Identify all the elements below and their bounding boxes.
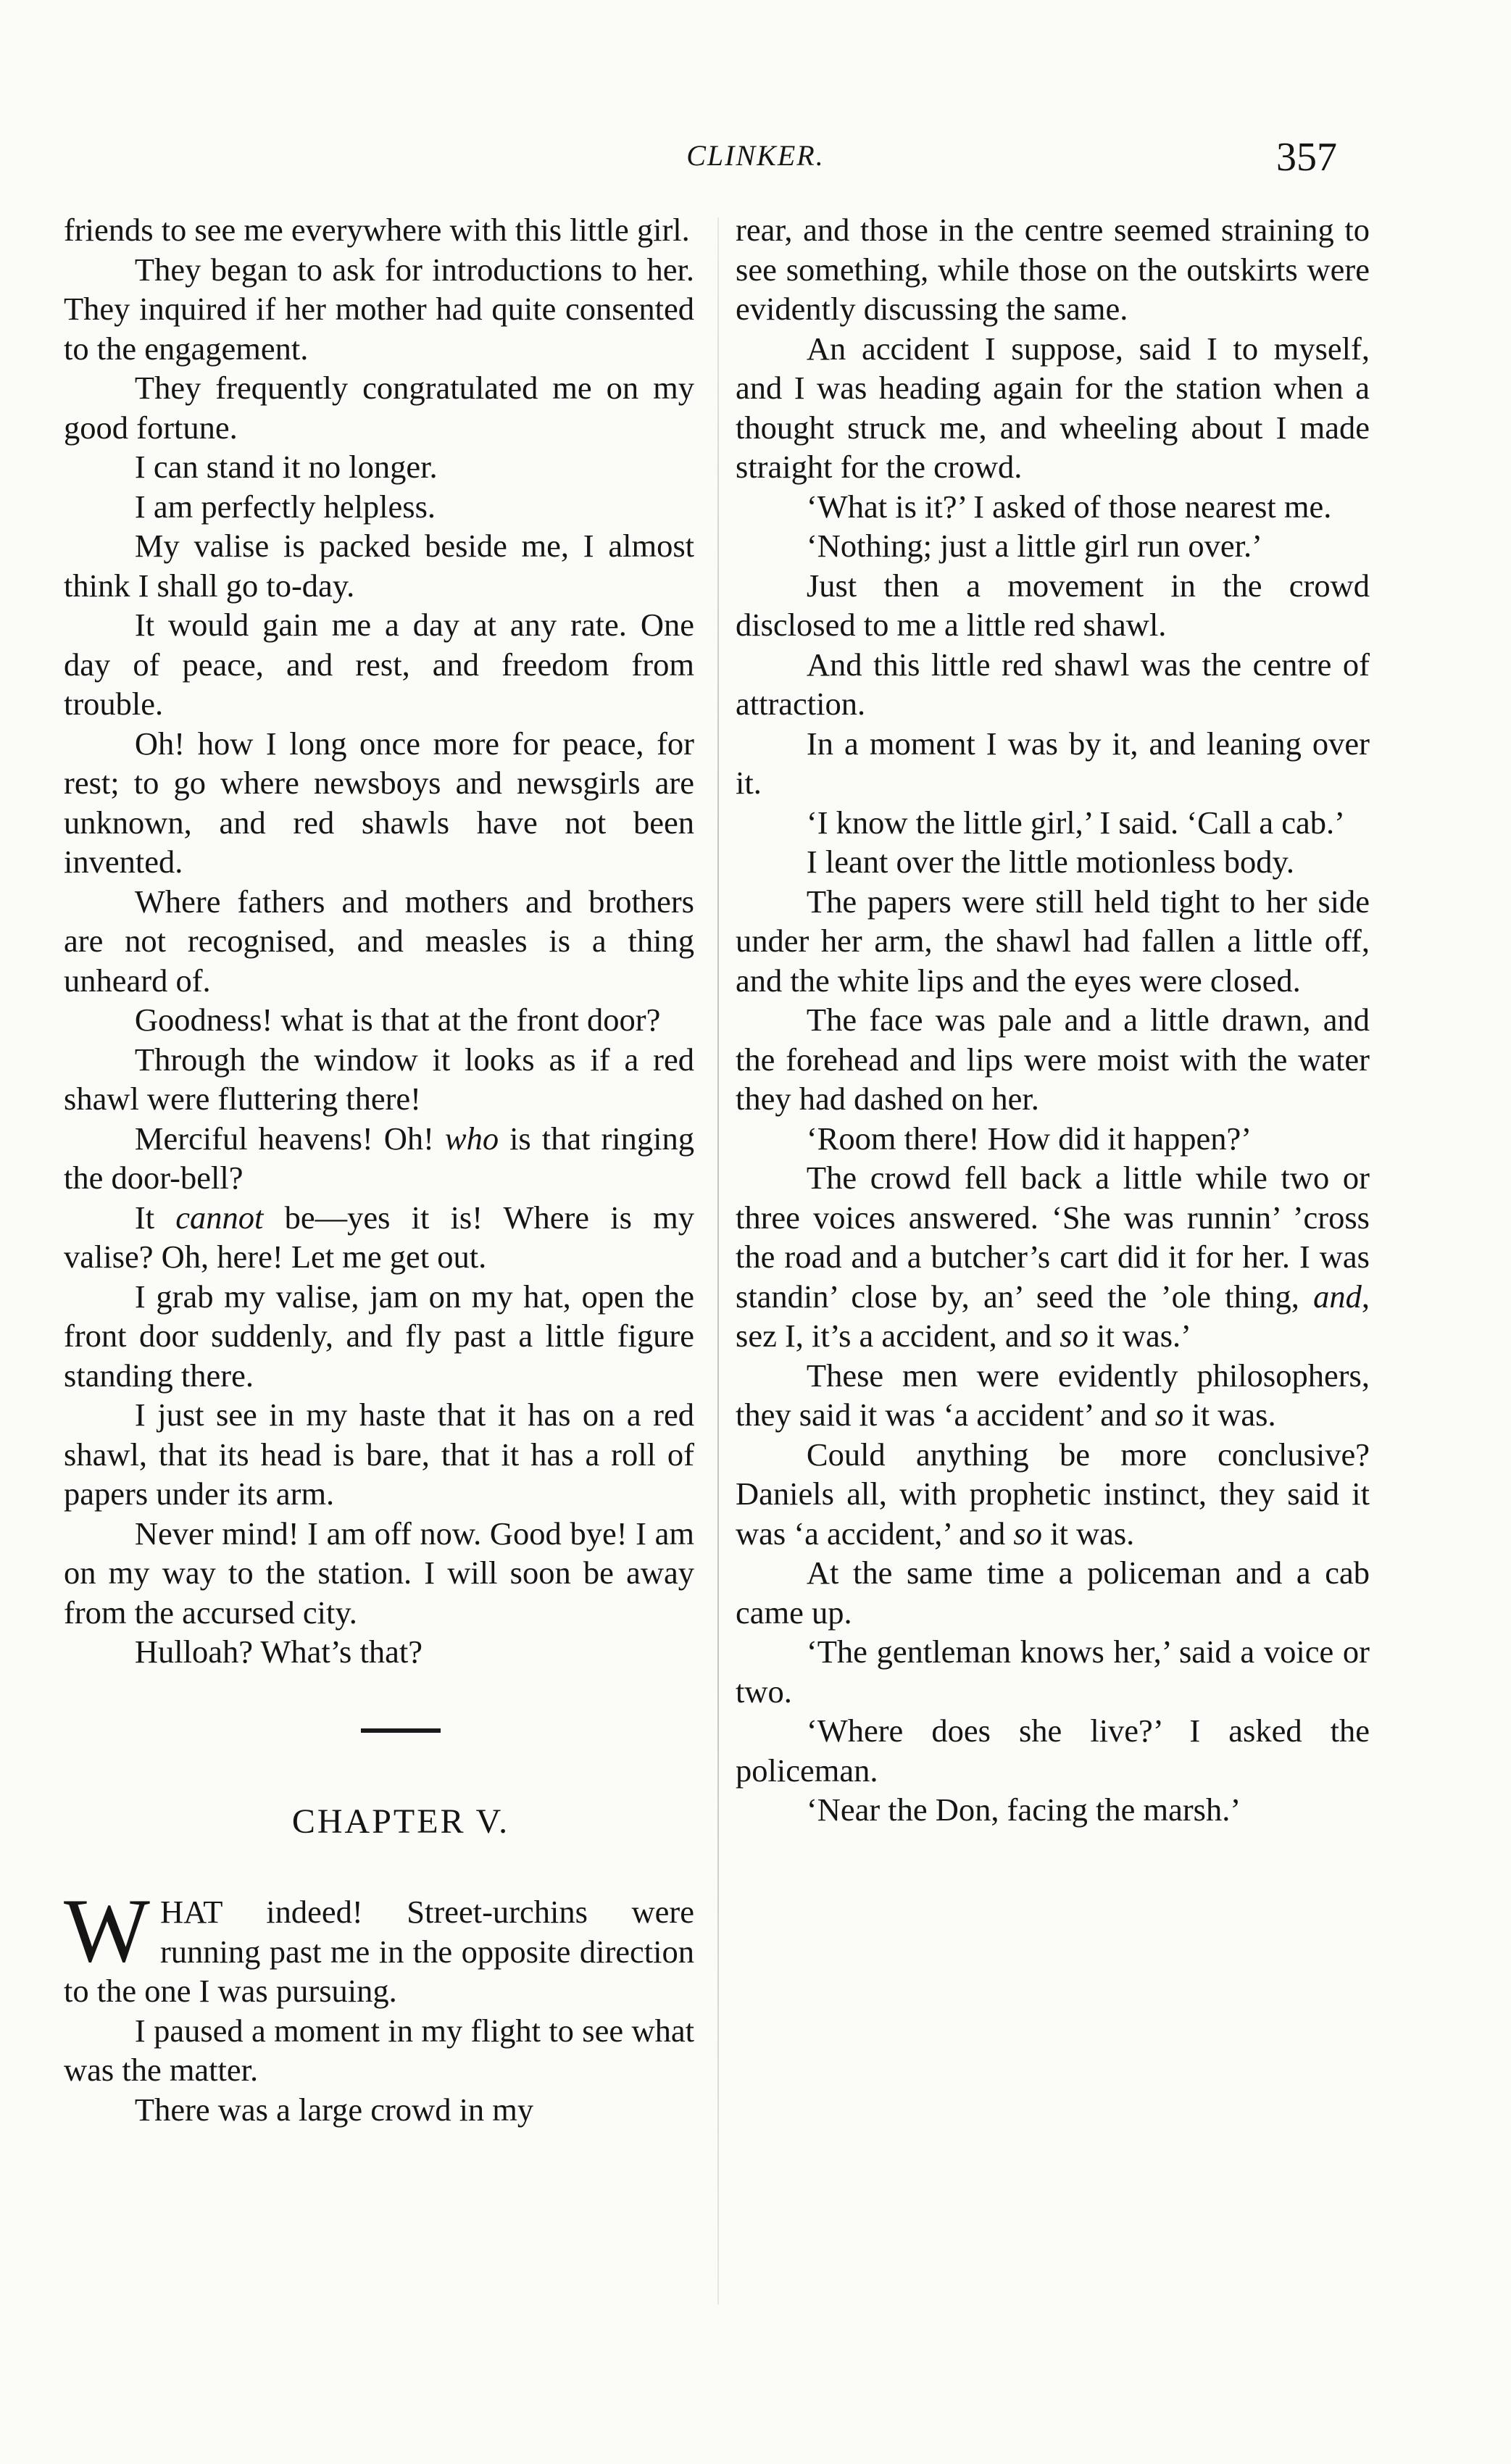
paragraph: ‘Room there! How did it happen?’: [806, 1120, 1252, 1157]
paragraph: Oh! how I long once more for peace, for rest; to go where newsboys and newsgirls are unknown, and red shawls have not been invented.: [64, 725, 694, 880]
paragraph: ‘I know the little girl,’ I said. ‘Call a cab.’: [806, 804, 1345, 841]
paragraph: I leant over the little motionless body.: [806, 844, 1295, 880]
section-rule: [361, 1728, 441, 1733]
paragraph: It cannot be—yes it is! Where is my valise? Oh, here! Let me get out.: [64, 1199, 694, 1275]
paragraph: At the same time a policeman and a cab came up.: [736, 1554, 1370, 1631]
paragraph: And this little red shawl was the centre of attraction.: [736, 646, 1370, 722]
paragraph: I just see in my haste that it has on a red shawl, that its head is bare, that it has a roll of papers under its arm.: [64, 1397, 694, 1512]
paragraph: They frequently congratulated me on my good fortune.: [64, 370, 694, 446]
paragraph: In a moment I was by it, and leaning over it.: [736, 725, 1370, 801]
paragraph: I paused a moment in my flight to see what was the matter.: [64, 2012, 694, 2088]
chapter-title: CHAPTER V.: [291, 1802, 510, 1841]
paragraph: There was a large crowd in my: [134, 2091, 534, 2128]
paragraph: friends to see me everywhere with this little girl.: [64, 212, 690, 248]
paragraph: Merciful heavens! Oh! who is that ringing the door-bell?: [64, 1120, 694, 1196]
paragraph: I grab my valise, jam on my hat, open the front door suddenly, and fly past a little figure standing there.: [64, 1278, 694, 1394]
paragraph: I can stand it no longer.: [134, 449, 438, 485]
page-number: 357: [1276, 135, 1337, 180]
paragraph: Never mind! I am off now. Good bye! I am on my way to the station. I will soon be away from the accursed city.: [64, 1515, 694, 1631]
paragraph: WHAT indeed! Street-urchins were running past me in the opposite direction to the one I was pursuing.: [64, 1881, 694, 2009]
paragraph: Goodness! what is that at the front door?: [134, 1002, 661, 1038]
paragraph: Where fathers and mothers and brothers are not recognised, and measles is a thing unheard of.: [64, 883, 694, 999]
paragraph: ‘What is it?’ I asked of those nearest me.: [806, 488, 1332, 525]
paragraph: The papers were still held tight to her side under her arm, the shawl had fallen a little off, and the white lips and the eyes were closed.: [736, 883, 1370, 999]
paragraph: ‘Nothing; just a little girl run over.’: [806, 528, 1262, 564]
running-head: CLINKER.: [686, 139, 825, 172]
paragraph: Could anything be more conclusive? Daniels all, with prophetic instinct, they said it was ‘a accident,’ and so it was.: [736, 1436, 1370, 1552]
paragraph: Through the window it looks as if a red shawl were fluttering there!: [64, 1041, 694, 1117]
paragraph: My valise is packed beside me, I almost think I shall go to-day.: [64, 528, 694, 604]
paragraph: I am perfectly helpless.: [134, 488, 436, 525]
drop-cap: W: [64, 1881, 150, 1981]
page-header: [0, 134, 1511, 185]
left-column: [64, 210, 694, 2129]
paragraph: They began to ask for introductions to her. They inquired if her mother had quite consented to the engagement.: [64, 251, 694, 367]
paragraph: These men were evidently philosophers, they said it was ‘a accident’ and so it was.: [736, 1357, 1370, 1433]
paragraph: The face was pale and a little drawn, and the forehead and lips were moist with the water they had dashed on her.: [736, 1002, 1370, 1117]
paragraph: ‘Near the Don, facing the marsh.’: [806, 1791, 1241, 1828]
paragraph: An accident I suppose, said I to myself, and I was heading again for the station when a thought struck me, and wheeling about I made straight for the crowd.: [736, 330, 1370, 485]
paragraph: rear, and those in the centre seemed straining to see something, while those on the outskirts were evidently discussing the same.: [736, 212, 1370, 327]
right-column: [736, 210, 1370, 1830]
paragraph: It would gain me a day at any rate. One day of peace, and rest, and freedom from trouble.: [64, 607, 694, 722]
paragraph: ‘Where does she live?’ I asked the policeman.: [736, 1712, 1370, 1789]
column-divider: [717, 217, 719, 2305]
paragraph: ‘The gentleman knows her,’ said a voice or two.: [736, 1633, 1370, 1710]
paragraph: Just then a movement in the crowd disclosed to me a little red shawl.: [736, 567, 1370, 643]
paragraph: Hulloah? What’s that?: [134, 1633, 423, 1670]
paragraph: The crowd fell back a little while two or three voices answered. ‘She was runnin’ ’cross the road and a butcher’s cart did it for her. I was standin’ close by, an’ seed the ’ole thing, and, sez I, it’s a accident, and so it was.’: [736, 1160, 1370, 1354]
